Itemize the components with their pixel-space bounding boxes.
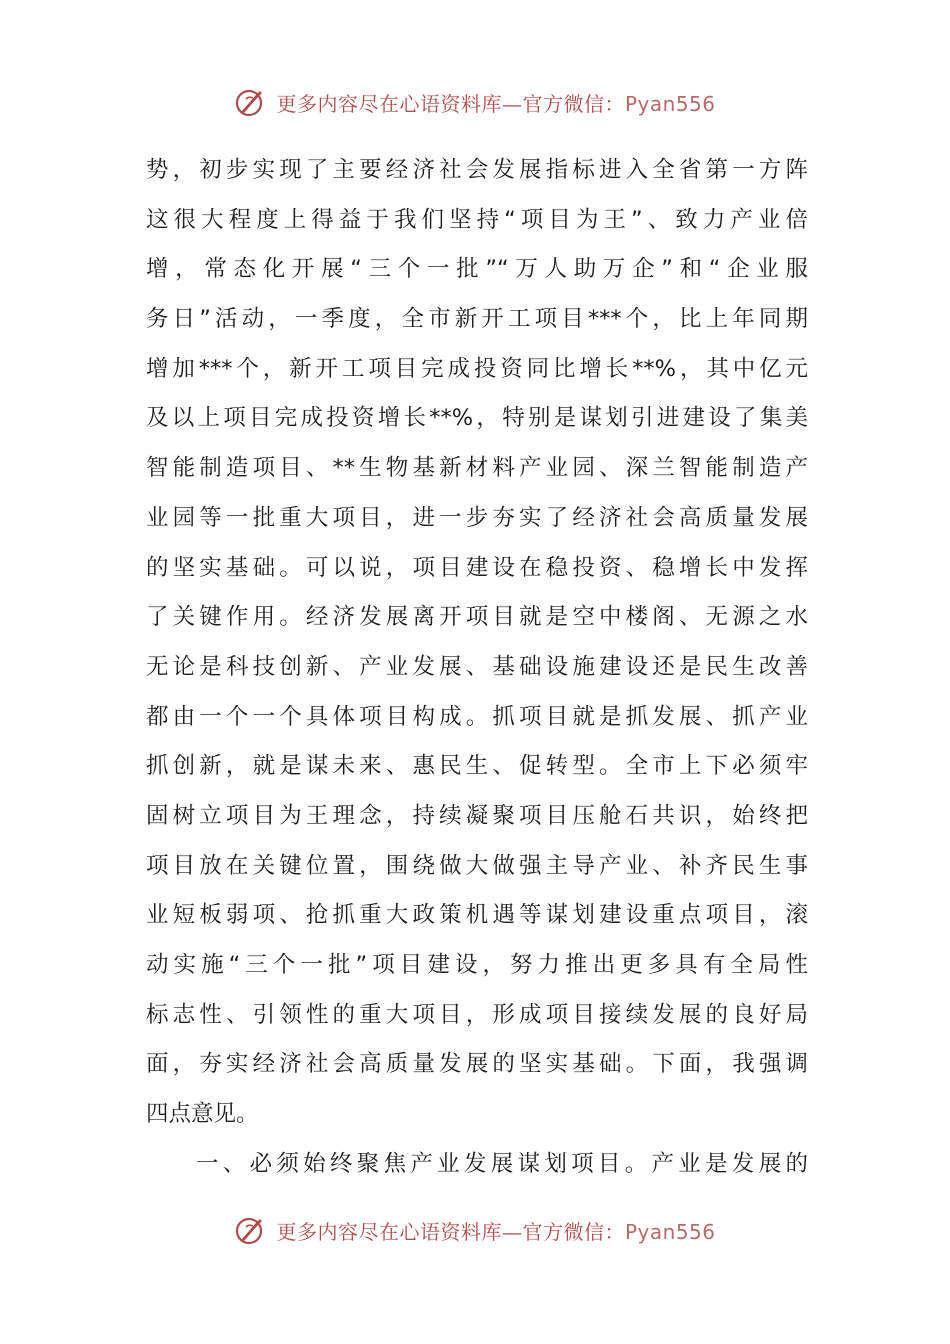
section-heading-line: 一、必须始终聚焦产业发展谋划项目。产业是发展的 bbox=[196, 1150, 808, 1177]
text-line: 业园等一批重大项目，进一步夯实了经济社会高质量发展 bbox=[146, 504, 808, 531]
text-line: 势，初步实现了主要经济社会发展指标进入全省第一方阵 bbox=[146, 157, 808, 183]
text-line: 抓创新，就是谋未来、惠民生、促转型。全市上下必须牢 bbox=[146, 753, 808, 780]
pen-logo-icon bbox=[234, 1213, 268, 1247]
text-line: 固树立项目为王理念，持续凝聚项目压舱石共识，始终把 bbox=[146, 802, 808, 829]
text-line: 标志性、引领性的重大项目，形成项目接续发展的良好局 bbox=[146, 1001, 808, 1028]
document-body bbox=[146, 146, 808, 1189]
text-line: 了关键作用。经济发展离开项目就是空中楼阁、无源之水 bbox=[146, 604, 808, 631]
banner-handle: Pyan556 bbox=[624, 1219, 716, 1244]
text-line: 业短板弱项、抢抓重大政策机遇等谋划建设重点项目，滚 bbox=[146, 902, 808, 929]
text-line: 增加***个，新开工项目完成投资同比增长**%，其中亿元 bbox=[146, 355, 808, 382]
text-line: 这很大程度上得益于我们坚持“项目为王”、致力产业倍 bbox=[146, 206, 808, 233]
text-line: 增，常态化开展“三个一批”“万人助万企”和“企业服 bbox=[146, 256, 808, 283]
banner-text: 更多内容尽在心语资料库—官方微信：Pyan556 bbox=[276, 1219, 716, 1244]
text-line: 及以上项目完成投资增长**%，特别是谋划引进建设了集美 bbox=[146, 405, 808, 432]
banner-text: 更多内容尽在心语资料库—官方微信：Pyan556 bbox=[276, 91, 716, 116]
text-line: 动实施“三个一批”项目建设，努力推出更多具有全局性 bbox=[146, 952, 808, 978]
text-line: 务日”活动，一季度，全市新开工项目***个，比上年同期 bbox=[146, 306, 808, 333]
text-line: 项目放在关键位置，围绕做大做强主导产业、补齐民生事 bbox=[146, 852, 808, 879]
text-line: 都由一个一个具体项目构成。抓项目就是抓发展、抓产业 bbox=[146, 703, 808, 730]
text-line: 智能制造项目、**生物基新材料产业园、深兰智能制造产 bbox=[146, 455, 808, 482]
pen-logo-icon bbox=[234, 85, 268, 119]
footer-banner bbox=[0, 1210, 950, 1250]
text-line: 面，夯实经济社会高质量发展的坚实基础。下面，我强调 bbox=[146, 1051, 808, 1078]
text-line: 的坚实基础。可以说，项目建设在稳投资、稳增长中发挥 bbox=[146, 554, 808, 581]
header-banner bbox=[0, 82, 950, 122]
text-line: 四点意见。 bbox=[146, 1101, 259, 1128]
text-line: 无论是科技创新、产业发展、基础设施建设还是民生改善 bbox=[146, 653, 808, 680]
banner-handle: Pyan556 bbox=[624, 91, 716, 116]
